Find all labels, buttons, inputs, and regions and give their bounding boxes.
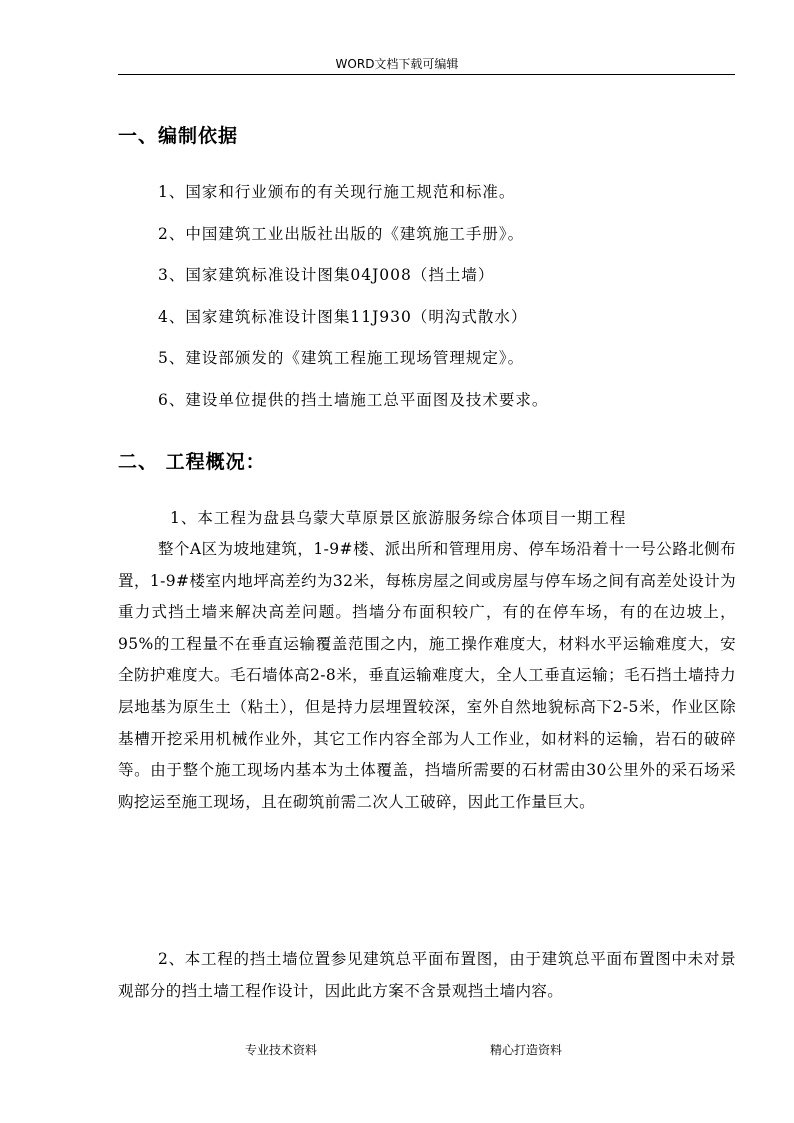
basis-item-3: 3、国家建筑标准设计图集04J008（挡土墙） — [158, 266, 495, 284]
basis-item-5: 5、建设部颁发的《建筑工程施工现场管理规定》。 — [158, 349, 525, 367]
section-heading-overview: 二、 工程概况： — [118, 451, 266, 473]
footer-left: 专业技术资料 — [245, 1043, 318, 1057]
overview-paragraph-2: 2、本工程的挡土墙位置参见建筑总平面布置图，由于建筑总平面布置图中未对景观部分的挡土墙工程作设计，因此此方案不含景观挡土墙内容。 — [118, 950, 736, 1000]
section-heading-basis: 一、编制依据 — [118, 125, 239, 147]
basis-item-4: 4、国家建筑标准设计图集11J930（明沟式散水） — [158, 308, 528, 326]
header-rule — [118, 74, 735, 75]
basis-item-1: 1、国家和行业颁布的有关现行施工规范和标准。 — [158, 183, 516, 201]
footer-right: 精心打造资料 — [490, 1043, 563, 1057]
overview-paragraph-1-lead: 1、本工程为盘县乌蒙大草原景区旅游服务综合体项目一期工程 — [170, 509, 627, 527]
overview-paragraph-1: 整个A区为坡地建筑，1-9#楼、派出所和管理用房、停车场沿着十一号公路北侧布置，1-9#楼室内地坪高差约为32米，每栋房屋之间或房屋与停车场之间有高差处设计为重力式挡土墙来解决高差问题。挡墙分布面积较广，有的在停车场，有的在边坡上，95%的工程量不在垂直运输覆盖范围之内，施工操作难度大，材料水平运输难度大，安全防护难度大。毛石墙体高2-8米，垂直运输难度大，全人工垂直运输；毛石挡土墙持力层地基为原生土（粘土），但是持力层埋置较深，室外自然地貌标高下2-5米，作业区除基槽开挖采用机械作业外，其它工作内容全部为人工作业，如材料的运输，岩石的破碎等。由于整个施工现场内基本为土体覆盖，挡墙所需要的石材需由30公里外的采石场采购挖运至施工现场，且在砌筑前需二次人工破碎，因此工作量巨大。 — [118, 540, 736, 811]
page-header: WORD文档下载可编辑 — [335, 57, 459, 71]
basis-item-2: 2、中国建筑工业出版社出版的《建筑施工手册》。 — [158, 225, 525, 243]
basis-item-6: 6、建设单位提供的挡土墙施工总平面图及技术要求。 — [158, 391, 549, 409]
